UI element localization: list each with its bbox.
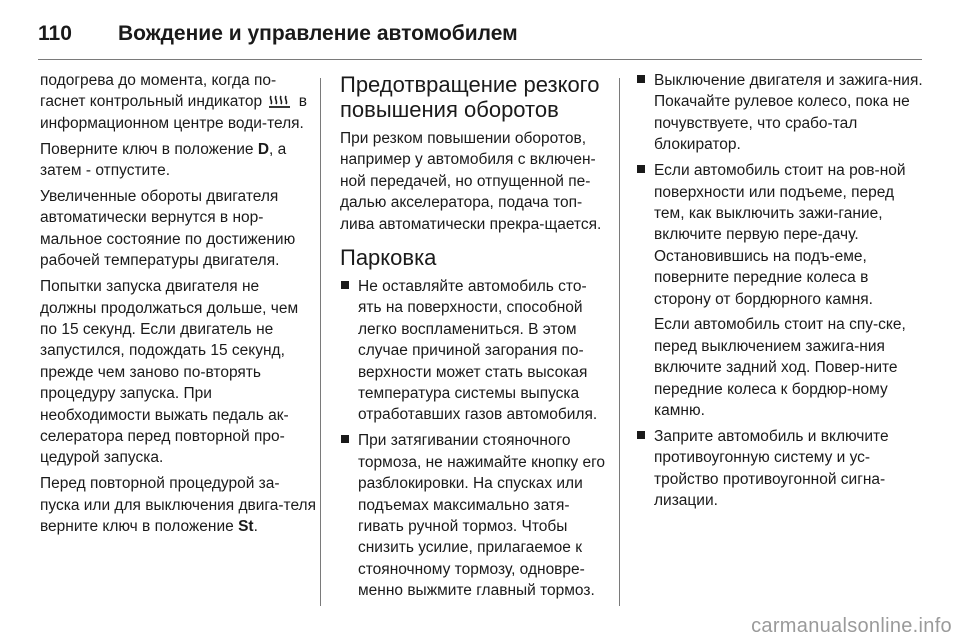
text: подогрева до момента, когда по-гаснет контрольный индикатор — [40, 72, 277, 111]
text: Если автомобиль стоит на ров-ной поверхности или подъеме, перед тем, как выключить зажи-гание, включите первую пере-дачу. Остановившись на подъ-еме, поверните передние колеса в сторону от бордюрного камня. — [654, 162, 906, 308]
paragraph: При резком повышении оборотов, например у автомобиля с включен-ной передачей, но отпущенной пе-далью акселератора, подача топ-лива автоматически прекра-щается. — [340, 130, 602, 233]
text: Выключение двигателя и зажига-ния. Покачайте рулевое колесо, пока не почувствуете, что срабо-тал блокиратор. — [654, 72, 923, 154]
text: , а затем - отпустите. — [40, 140, 287, 180]
key-position: St — [238, 518, 254, 536]
text: Заприте автомобиль и включите противоугонную систему и ус-тройство противоугонной сигна-лизации. — [654, 428, 889, 510]
text: Перед повторной процедурой за-пуска или для выключения двига-теля верните ключ в положение — [40, 475, 316, 536]
paragraph — [40, 139, 316, 182]
text: Если автомобиль стоит на спу-ске, перед выключением зажига-ния включите задний ход. Повер-ните передние колеса к бордюр-ному камню. — [654, 316, 906, 420]
paragraph: Попытки запуска двигателя не должны продолжаться дольше, чем по 15 секунд. Если двигатель не запустился, подождать 15 секунд, прежде чем заново по-вторять процедуру запуска. При необходимости выжать педаль ак-селератора перед повторной про-цедурой запуска. — [40, 278, 299, 467]
bullet-icon — [637, 431, 645, 439]
paragraph — [40, 70, 316, 134]
text: Не оставляйте автомобиль сто-ять на поверхности, способной легко воспламениться. В этом случае причиной загорания по-верхности может стать высокая температура системы выпуска отработавших газов автомобиля. — [358, 278, 598, 424]
bullet-icon — [341, 435, 349, 443]
bullet-icon — [637, 75, 645, 83]
page-header — [38, 10, 918, 58]
bullet-icon — [637, 165, 645, 173]
watermark: carmanualsonline.info — [751, 615, 952, 637]
paragraph: Увеличенные обороты двигателя автоматически вернутся в нор-мальное состояние по достижению рабочей температуры двигателя. — [40, 188, 296, 270]
text: Поверните ключ в положение — [40, 140, 254, 158]
header-divider — [38, 59, 922, 60]
column-3 — [636, 70, 926, 516]
text: . — [253, 518, 258, 536]
page-number: 110 — [38, 22, 72, 45]
key-position: D — [257, 140, 270, 158]
list-item — [340, 430, 606, 601]
paragraph — [40, 473, 316, 537]
section-heading: Предотвращение резкого повышения оборотов — [340, 72, 600, 122]
glow-plug-indicator-icon — [268, 93, 292, 109]
list-item — [636, 70, 926, 156]
column-2 — [340, 70, 606, 606]
bullet-icon — [341, 281, 349, 289]
list-item — [636, 426, 926, 512]
bullet-list — [340, 276, 606, 602]
page-title: Вождение и управление автомобилем — [118, 22, 518, 45]
text: При затягивании стояночного тормоза, не нажимайте кнопку его разблокировки. На спусках или подъемах максимально затя-гивать ручной тормоз. Чтобы снизить усилие, прилагаемое к стояночному тормозу, одновре-менно выжмите главный тормоз. — [358, 432, 606, 600]
column-divider-1 — [320, 78, 321, 606]
list-item — [636, 160, 926, 421]
section-heading: Парковка — [340, 245, 437, 271]
column-divider-2 — [619, 78, 620, 606]
bullet-list — [636, 70, 926, 512]
text: в информационном центре води-теля. — [40, 93, 308, 132]
column-1 — [40, 70, 316, 542]
list-item — [340, 276, 606, 426]
